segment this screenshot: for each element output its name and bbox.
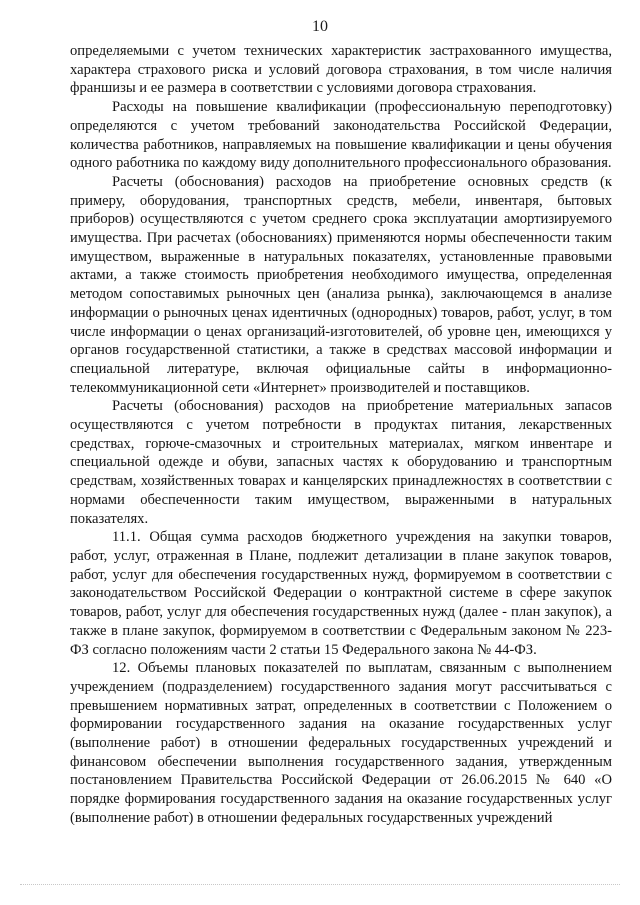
paragraph-12: 12. Объемы плановых показателей по выплатам, связанным с выполнением учреждением (подразделением) государственного задания могут рассчитываться с превышением нормативных затрат, определенных в соответствии с Положением о формировании государственного задания на оказание государственных услуг (выполнение работ) в отношении федеральных государственных учреждений и финансовом обеспечении выполнения государственного задания, утвержденным постановлением Правительства Российской Федерации от 26.06.2015 № 640 «О порядке формирования государственного задания на оказание государственных услуг (выполнение работ) в отношении федеральных государственных учреждений xyxy=(70,660,612,826)
paragraph-fixed-assets: Расчеты (обоснования) расходов на приобретение основных средств (к примеру, оборудования, транспортных средств, мебели, инвентаря, бытовых приборов) осуществляются с учетом среднего срока эксплуатации амортизируемого имущества. При расчетах (обоснованиях) применяются нормы обеспеченности таким имуществом, выраженные в натуральных показателях, установленные правовыми актами, а также стоимость приобретения необходимого имущества, определенная методом сопоставимых рыночных цен (анализа рынка), заключающемся в анализе информации о рыночных ценах идентичных (однородных) товаров, работ, услуг, в том числе информации о ценах организаций-изготовителей, об уровне цен, имеющихся у органов государственной статистики, а также в средствах массовой информации и специальной литературе, включая официальные сайты в информационно-телекоммуникационной сети «Интернет» производителей и поставщиков. xyxy=(70,173,612,396)
paragraph-material-stocks: Расчеты (обоснования) расходов на приобретение материальных запасов осуществляются с учетом потребности в продуктах питания, лекарственных средствах, горюче-смазочных и строительных материалах, мягком инвентаре и специальной одежде и обуви, запасных частях к оборудованию и транспортным средствам, хозяйственных товарах и канцелярских принадлежностях в соответствии с нормами обеспеченности таким имуществом, выраженными в натуральных показателях. xyxy=(70,398,612,527)
page-number: 10 xyxy=(312,18,328,35)
paragraph-continuation: определяемыми с учетом технических характеристик застрахованного имущества, характера страхового риска и условий договора страхования, в том числе наличия франшизы и ее размера в соответствии с условиями договора страхования. xyxy=(70,43,612,97)
scan-edge-line xyxy=(20,884,620,885)
paragraph-training-costs: Расходы на повышение квалификации (профессиональную переподготовку) определяются с учетом требований законодательства Российской Федерации, количества работников, направляемых на повышение квалификации и цены обучения одного работника по каждому виду дополнительного профессионального образования. xyxy=(70,99,612,172)
paragraph-11-1: 11.1. Общая сумма расходов бюджетного учреждения на закупки товаров, работ, услуг, отраженная в Плане, подлежит детализации в плане закупок товаров, работ, услуг для обеспечения государственных нужд, формируемом в соответствии с законодательством Российской Федерации о контрактной системе в сфере закупок товаров, работ, услуг для обеспечения государственных нужд (далее - план закупок), а также в плане закупок, формируемом в соответствии с Федеральным законом № 223-ФЗ согласно положениям части 2 статьи 15 Федерального закона № 44-ФЗ. xyxy=(70,529,612,658)
document-body xyxy=(70,42,612,828)
